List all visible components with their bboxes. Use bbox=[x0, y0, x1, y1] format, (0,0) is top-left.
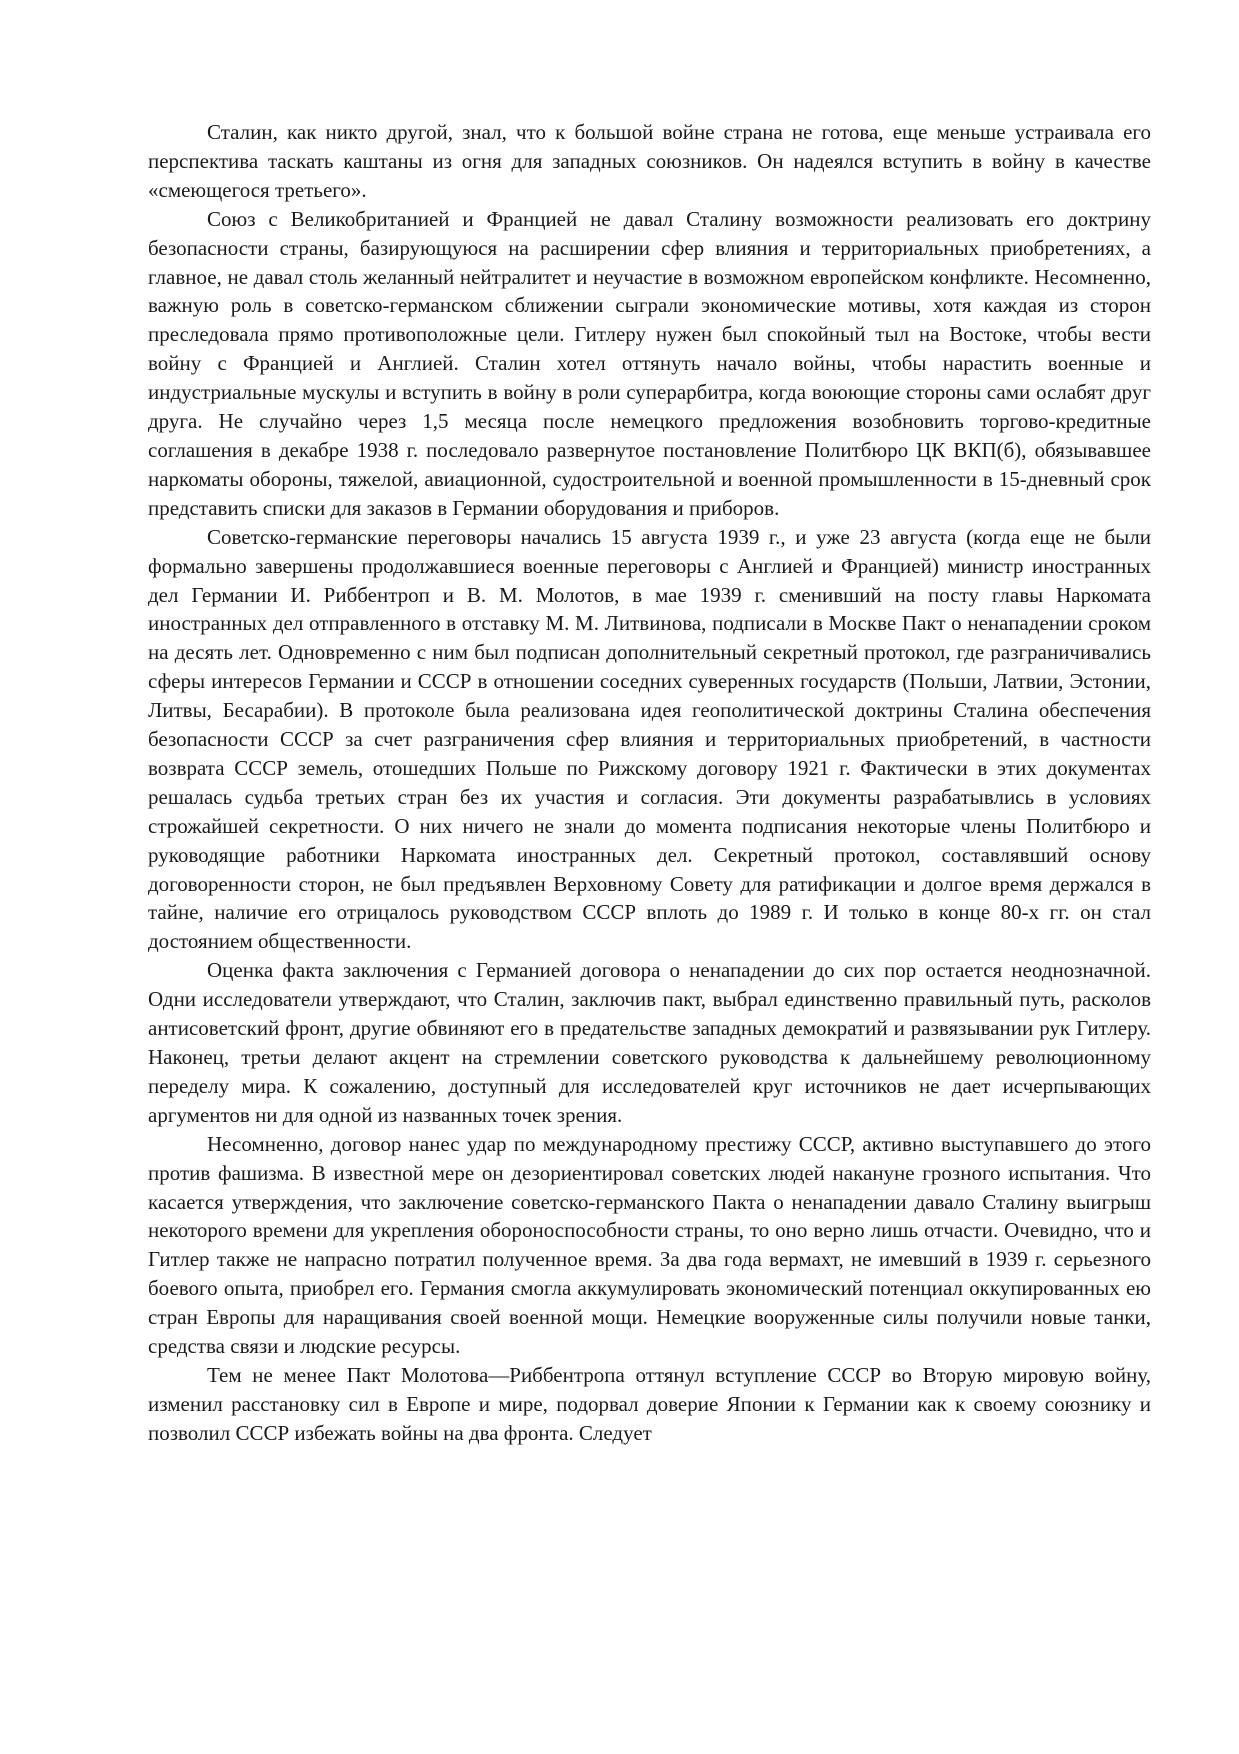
paragraph-1: Сталин, как никто другой, знал, что к большой войне страна не готова, еще меньше устраивала его перспектива таскать каштаны из огня для западных союзников. Он надеялся вступить в войну в качестве «смеющегося третьего». bbox=[148, 120, 1151, 202]
document-page bbox=[148, 118, 1151, 1448]
paragraph-5: Несомненно, договор нанес удар по международному престижу СССР, активно выступавшего до этого против фашизма. В известной мере он дезориентировал советских людей накануне грозного испытания. Что касается утверждения, что заключение советско-германского Пакта о ненападении давало Сталину выигрыш некоторого времени для укрепления обороноспособности страны, то оно верно лишь отчасти. Очевидно, что и Гитлер также не напрасно потратил полученное время. За два года вермахт, не имевший в 1939 г. серьезного боевого опыта, приобрел его. Германия смогла аккумулировать экономический потенциал оккупированных ею стран Европы для наращивания своей военной мощи. Немецкие вооруженные силы получили новые танки, средства связи и людские ресурсы. bbox=[148, 1131, 1151, 1359]
paragraph-6: Тем не менее Пакт Молотова—Риббентропа оттянул вступление СССР во Вторую мировую войну, изменил расстановку сил в Европе и мире, подорвал доверие Японии к Германии как к своему союзнику и позволил СССР избежать войны на два фронта. Следует bbox=[148, 1362, 1151, 1445]
paragraph-2: Союз с Великобританией и Францией не давал Сталину возможности реализовать его доктрину безопасности страны, базирующуюся на расширении сфер влияния и территориальных приобретениях, а главное, не давал столь желанный нейтралитет и неучастие в возможном европейском конфликте. Несомненно, важную роль в советско-германском сближении сыграли экономические мотивы, хотя каждая из сторон преследовала прямо противоположные цели. Гитлеру нужен был спокойный тыл на Востоке, чтобы вести войну с Францией и Англией. Сталин хотел оттянуть начало войны, чтобы нарастить военные и индустриальные мускулы и вступить в войну в роли суперарбитра, когда воюющие стороны сами ослабят друг друга. Не случайно через 1,5 месяца после немецкого предложения возобновить торгово-кредитные соглашения в декабре 1938 г. последовало развернутое постановление Политбюро ЦК ВКП(б), обязывавшее наркоматы обороны, тяжелой, авиационной, судостроительной и военной промышленности в 15-дневный срок представить списки для заказов в Германии оборудования и приборов. bbox=[148, 206, 1151, 520]
paragraph-3: Советско-германские переговоры начались 15 августа 1939 г., и уже 23 августа (когда еще не были формально завершены продолжавшиеся военные переговоры с Англией и Францией) министр иностранных дел Германии И. Риббентроп и В. М. Молотов, в мае 1939 г. сменивший на посту главы Наркомата иностранных дел отправленного в отставку М. М. Литвинова, подписали в Москве Пакт о ненападении сроком на десять лет. Одновременно с ним был подписан дополнительный секретный протокол, где разграничивались сферы интересов Германии и СССР в отношении соседних суверенных государств (Польши, Латвии, Эстонии, Литвы, Бесарабии). В протоколе была реализована идея геополитической доктрины Сталина обеспечения безопасности СССР за счет разграничения сфер влияния и территориальных приобретений, в частности возврата СССР земель, отошедших Польше по Рижскому договору 1921 г. Фактически в этих документах решалась судьба третьих стран без их участия и согласия. Эти документы разрабатывлись в условиях строжайшей секретности. О них ничего не знали до момента подписания некоторые члены Политбюро и руководящие работники Наркомата иностранных дел. Секретный протокол, составлявший основу договоренности сторон, не был предъявлен Верховному Совету для ратификации и долгое время держался в тайне, наличие его отрицалось руководством СССР вплоть до 1989 г. И только в конце 80-х гг. он стал достоянием общественности. bbox=[148, 524, 1151, 954]
paragraph-4: Оценка факта заключения с Германией договора о ненападении до сих пор остается неоднозначной. Одни исследователи утверждают, что Сталин, заключив пакт, выбрал единственно правильный путь, расколов антисоветский фронт, другие обвиняют его в предательстве западных демократий и развязывании рук Гитлеру. Наконец, третьи делают акцент на стремлении советского руководства к дальнейшему революционному переделу мира. К сожалению, доступный для исследователей круг источников не дает исчерпывающих аргументов ни для одной из названных точек зрения. bbox=[148, 958, 1151, 1127]
